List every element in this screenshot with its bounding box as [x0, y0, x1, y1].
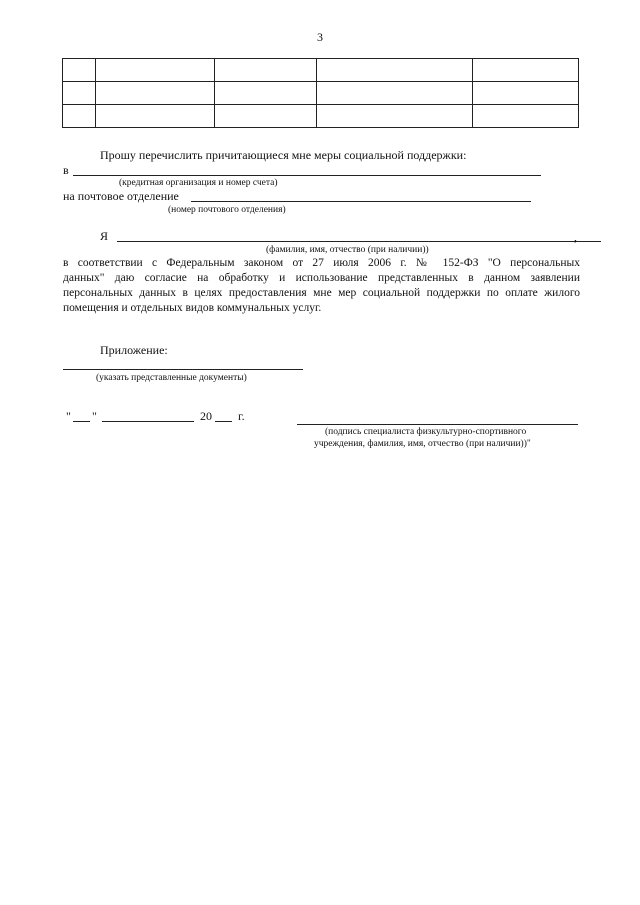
attachment-field[interactable]	[63, 369, 303, 370]
date-year-field[interactable]	[215, 421, 232, 422]
table-row	[63, 59, 579, 82]
data-table	[62, 58, 579, 128]
signature-field[interactable]	[297, 424, 578, 425]
consent-line-1: в соответствии с Федеральным законом от 27 июля 2006 г. № 152-ФЗ "О персональных	[63, 257, 580, 269]
date-year-prefix: 20	[200, 409, 212, 423]
table-cell	[214, 82, 316, 105]
consent-line-3: персональных данных в целях предоставления мне мер социальной поддержки по оплате жилого	[63, 287, 580, 299]
table-cell	[95, 82, 214, 105]
bank-account-field[interactable]	[73, 175, 541, 176]
table-cell	[95, 59, 214, 82]
table-cell	[473, 105, 579, 128]
table-cell	[214, 59, 316, 82]
table-cell	[95, 105, 214, 128]
date-quote-close: "	[92, 409, 97, 423]
table-cell	[63, 59, 96, 82]
prefix-v: в	[63, 163, 69, 177]
caption-docs: (указать представленные документы)	[96, 373, 247, 383]
table-cell	[214, 105, 316, 128]
caption-bank: (кредитная организация и номер счета)	[119, 178, 278, 188]
post-office-field[interactable]	[191, 201, 531, 202]
consent-line-4: помещения и отдельных видов коммунальных услуг.	[63, 302, 322, 314]
caption-post: (номер почтового отделения)	[168, 205, 286, 215]
ya-label: Я	[100, 229, 109, 243]
consent-line-2: данных" даю согласие на обработку и использование представленных в данном заявлении	[63, 272, 580, 284]
date-day-field[interactable]	[73, 421, 90, 422]
table-cell	[473, 59, 579, 82]
request-line: Прошу перечислить причитающиеся мне меры социальной поддержки:	[100, 148, 467, 162]
table-cell	[63, 105, 96, 128]
date-quote-open: "	[66, 409, 71, 423]
attachment-label: Приложение:	[100, 343, 168, 357]
table-row	[63, 82, 579, 105]
table-cell	[316, 105, 473, 128]
date-month-field[interactable]	[102, 421, 194, 422]
table-cell	[316, 82, 473, 105]
date-year-suffix: г.	[238, 409, 245, 423]
post-label: на почтовое отделение	[63, 189, 179, 203]
table-cell	[473, 82, 579, 105]
fio-field[interactable]	[117, 241, 601, 242]
table-cell	[63, 82, 96, 105]
table-row	[63, 105, 579, 128]
table-cell	[316, 59, 473, 82]
caption-signature-2: учреждения, фамилия, имя, отчество (при наличии))"	[314, 439, 531, 449]
page-number: 3	[317, 30, 323, 44]
comma: ,	[574, 230, 577, 244]
caption-signature-1: (подпись специалиста физкультурно-спортивного	[325, 427, 527, 437]
caption-fio: (фамилия, имя, отчество (при наличии))	[266, 245, 429, 255]
